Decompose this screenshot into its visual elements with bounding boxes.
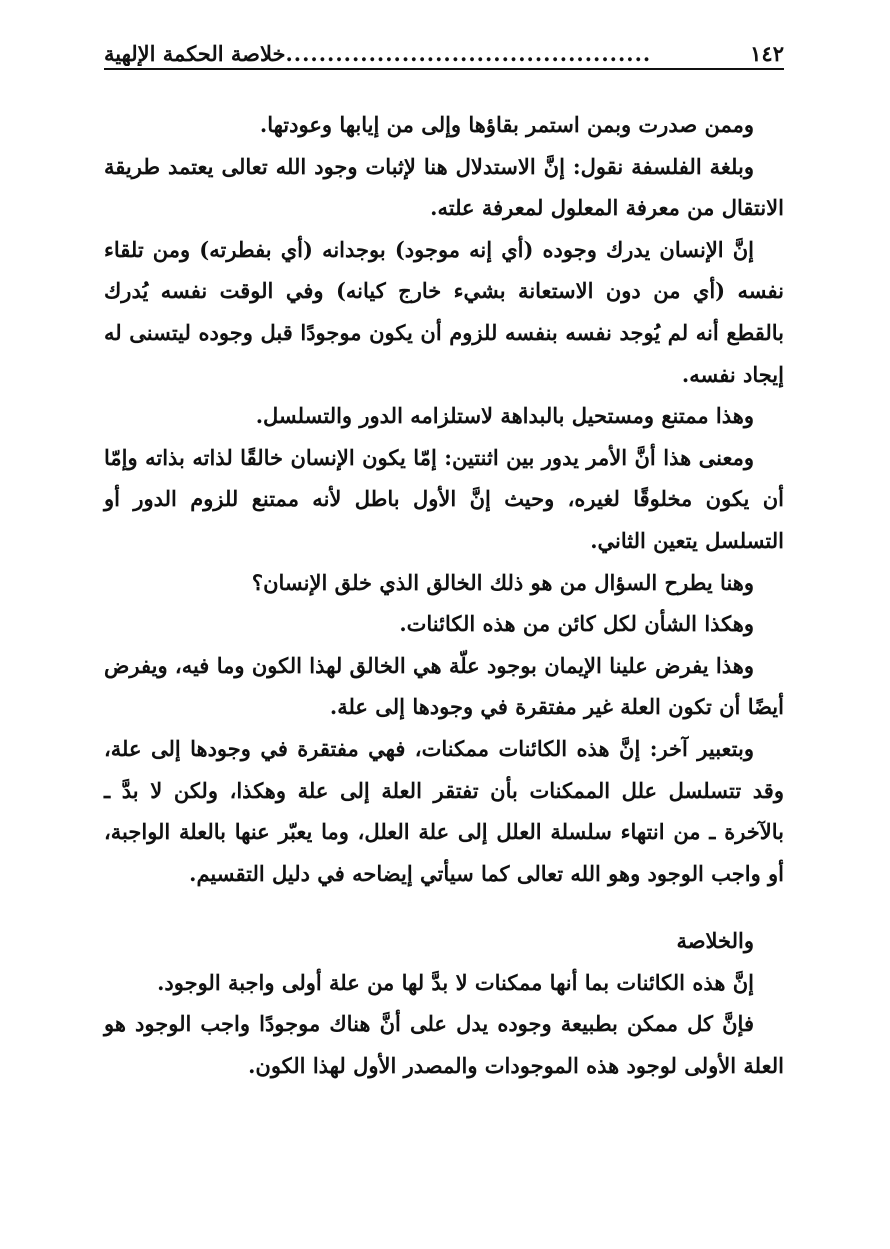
summary-paragraph: فإنَّ كل ممكن بطبيعة وجوده يدل على أنَّ هناك موجودًا واجب الوجود هو العلة الأولى لوجود هذه الموجودات والمصدر الأول لهذا الكون. [104,1011,784,1079]
section-heading: والخلاصة [676,928,754,954]
running-header [104,28,784,66]
paragraph: وهذا يفرض علينا الإيمان بوجود علّة هي الخالق لهذا الكون وما فيه، ويفرض أيضًا أن تكون العلة غير مفتقرة في وجودها إلى علة. [104,652,784,720]
paragraph: وممن صدرت وبمن استمر بقاؤها وإلى من إيابها وعودتها. [259,112,754,137]
running-title: خلاصة الحكمة الإلهية [104,41,286,66]
leader-dots: ............................................ [285,41,652,66]
running-title-group [104,41,750,66]
paragraph: وهذا ممتنع ومستحيل بالبداهة لاستلزامه الدور والتسلسل. [255,403,754,429]
paragraph: إنَّ الإنسان يدرك وجوده (أي إنه موجود) بوجدانه (أي بفطرته) ومن تلقاء نفسه (أي من دون الاستعانة بشيء خارج كيانه) وفي الوقت نفسه يُدرك بالقطع أنه لم يُوجد نفسه بنفسه للزوم أن يكون موجودًا قبل وجوده ليتسنى له إيجاد نفسه. [104,236,784,387]
paragraph: ومعنى هذا أنَّ الأمر يدور بين اثنتين: إمّا يكون الإنسان خالقًا لذاته بذاته وإمّا أن يكون مخلوقًا لغيره، وحيث إنَّ الأول باطل لأنه ممتنع للزوم الدور أو التسلسل يتعين الثاني. [104,444,784,553]
header-rule [104,68,784,70]
body-text [104,104,784,1087]
paragraph: وبلغة الفلسفة نقول: إنَّ الاستدلال هنا لإثبات وجود الله تعالى يعتمد طريقة الانتقال من معرفة المعلول لمعرفة علته. [104,153,784,221]
page-number: ١٤٢ [750,41,784,66]
paragraph: وهنا يطرح السؤال من هو ذلك الخالق الذي خلق الإنسان؟ [251,569,754,595]
paragraph: وهكذا الشأن لكل كائن من هذه الكائنات. [399,611,754,637]
paragraph: وبتعبير آخر: إنَّ هذه الكائنات ممكنات، فهي مفتقرة في وجودها إلى علة، وقد تتسلسل علل الممكنات بأن تفتقر العلة إلى علة وهكذا، ولكن لا بدَّ ـ بالآخرة ـ من انتهاء سلسلة العلل إلى علة العلل، وما يعبّر عنها بالعلة الواجبة، أو واجب الوجود وهو الله تعالى كما سيأتي إيضاحه في دليل التقسيم. [104,735,784,886]
summary-paragraph: إنَّ هذه الكائنات بما أنها ممكنات لا بدَّ لها من علة أولى واجبة الوجود. [157,969,754,995]
